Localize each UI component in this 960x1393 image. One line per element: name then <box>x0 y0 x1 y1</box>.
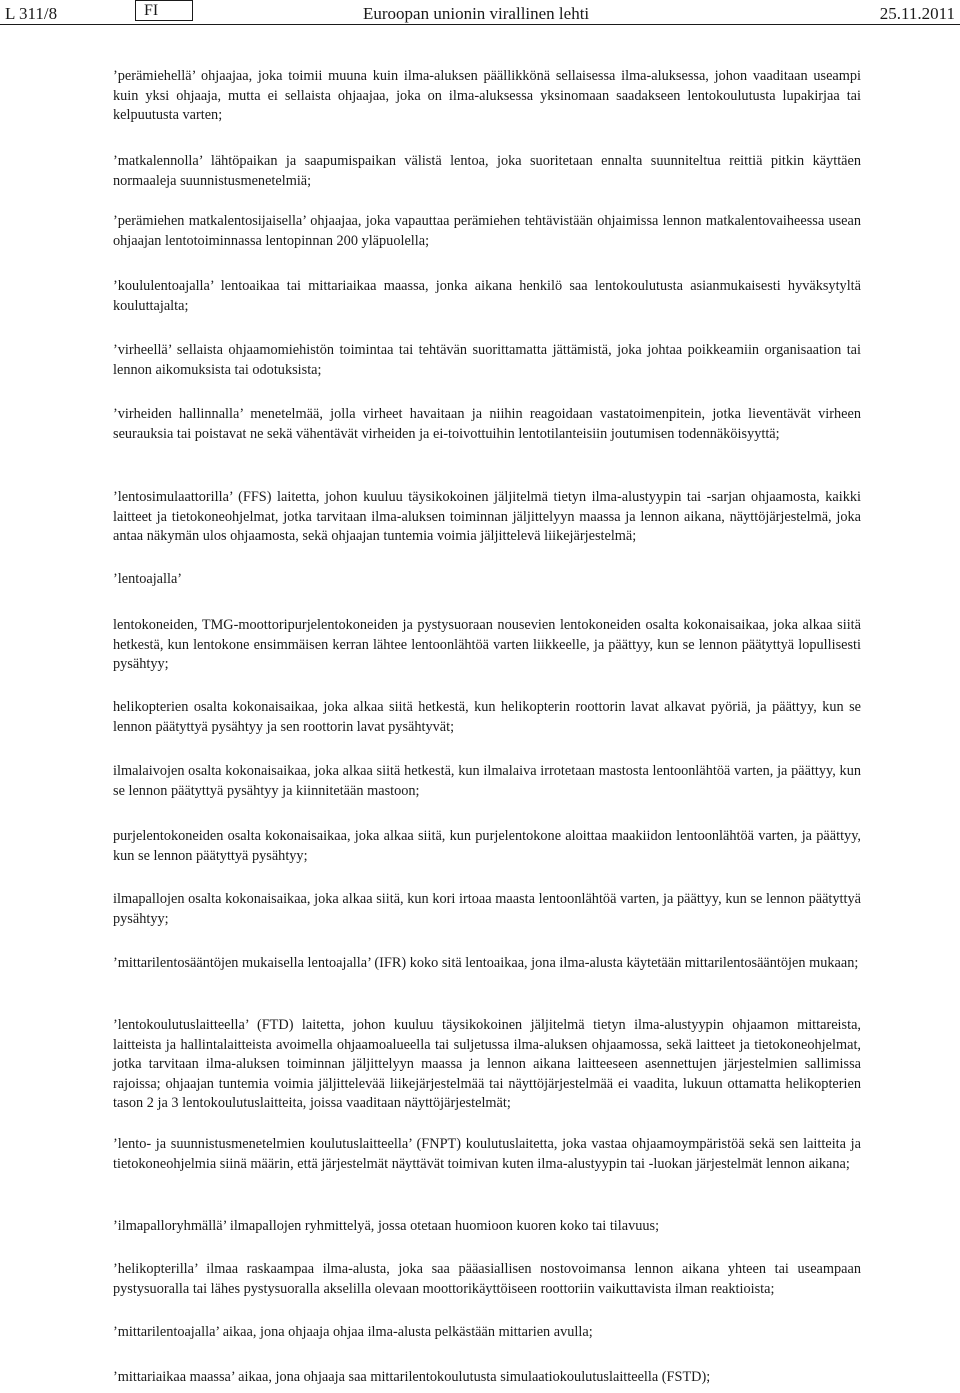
page-reference: L 311/8 <box>5 4 58 23</box>
definition-paragraph: ’virheiden hallinnalla’ menetelmää, jolla virheet havaitaan ja niihin reagoidaan vastatoimenpitein, jotka lieventävät virheen seurauksia tai poistavat ne sekä vähentävät virheiden ja ei-toivottuihin lentotilanteisiin joutumisen todennäköisyyttä; <box>113 406 861 442</box>
definition-paragraph: ’koululentoajalla’ lentoaikaa tai mittariaikaa maassa, jonka aikana henkilö saa lentokoulutusta asianmukaisesti hyväksytyltä kouluttajalta; <box>113 278 861 314</box>
definition-paragraph: ’matkalennolla’ lähtöpaikan ja saapumispaikan välistä lentoa, joka suoritetaan ennalta suunniteltua reittiä pitkin käyttäen normaaleja suunnistusmenetelmiä; <box>113 153 861 189</box>
definition-subparagraph: ilmapallojen osalta kokonaisaikaa, joka alkaa siitä, kun kori irtoaa maasta lentoonlähtöä varten, ja päättyy, kun se lennon päätyttyä pysähtyy; <box>113 891 861 927</box>
definition-subparagraph: lentokoneiden, TMG-moottoripurjelentokoneiden ja pystysuoraan nousevien lentokoneiden osalta kokonaisaikaa, joka alkaa siitä hetkestä, kun lentokone ensimmäisen kerran lähtee lentoonlähtöä varten liikkeelle, ja päättyy, kun se lennon päätyttyä lopullisesti pysähtyy; <box>113 617 861 672</box>
header-divider <box>0 24 960 25</box>
definition-paragraph: ’lento- ja suunnistusmenetelmien koulutuslaitteella’ (FNPT) koulutuslaitetta, joka vastaa ohjaamoympäristöä sekä sen laitteita ja tietokoneohjelmia siinä määrin, että järjestelmät näyttävät toimivan kuten ilma-alustyypin tai -luokan järjestelmät lennon aikana; <box>113 1136 861 1172</box>
publication-date: 25.11.2011 <box>879 4 955 23</box>
definition-subparagraph: helikopterien osalta kokonaisaikaa, joka alkaa siitä hetkestä, kun helikopterin roottorin lavat alkavat pyöriä, ja päättyy, kun se lennon päätyttyä pysähtyy ja sen roottorin lavat pysähtyvät; <box>113 699 861 735</box>
definition-paragraph: ’ilmapalloryhmällä’ ilmapallojen ryhmittelyä, jossa otetaan huomioon kuoren koko tai tilavuus; <box>113 1218 660 1234</box>
definition-paragraph: ’lentosimulaattorilla’ (FFS) laitetta, johon kuuluu täysikokoinen jäljitelmä tietyn ilma-alustyypin tai -sarjan ohjaamosta, kaikki laitteet ja tietokoneohjelmat, jotka tarvitaan ilma-aluksen toiminnan jäljittelyyn maassa ja lennon aikana, näyttöjärjestelmä, joka antaa näkymän ulos ohjaamosta, sekä ohjaajan tuntemia voimia jäljittelevä liikejärjestelmä; <box>113 489 861 544</box>
definition-paragraph: ’lentokoulutuslaitteella’ (FTD) laitetta, johon kuuluu täysikokoinen jäljitelmä tietyn ilma-alustyypin ohjaamon mittareista, laitteista ja hallintalaitteista avoimella ohjaamoalueella tai suljetussa ilma-aluksen ohjaamossa, sekä laitteet ja tietokoneohjelmat, jotka tarvitaan ilma-aluksen toiminnan jäljittelyyn maassa ja lennon aikana laitteeseen asennettujen järjestelmien sallimissa rajoissa; ohjaajan tuntemia voimia jäljittelevää liikejärjestelmää tai näyttöjärjestelmää ei vaadita, lukuun ottamatta helikopterien tason 2 ja 3 lentokoulutuslaitteita, joissa vaaditaan näyttöjärjestelmät; <box>113 1017 861 1111</box>
definition-paragraph: ’virheellä’ sellaista ohjaamomiehistön toimintaa tai tehtävän suorittamatta jättämistä, joka johtaa poikkeamiin organisaation tai lennon aikomuksista tai odotuksista; <box>113 342 861 378</box>
definition-paragraph: ’mittarilentosääntöjen mukaisella lentoajalla’ (IFR) koko sitä lentoaikaa, jona ilma-alusta käytetään mittarilentosääntöjen mukaan; <box>113 955 859 971</box>
journal-title: Euroopan unionin virallinen lehti <box>363 4 590 23</box>
definition-paragraph: ’helikopterilla’ ilmaa raskaampaa ilma-alusta, joka saa pääasiallisen nostovoimansa lennon aikana yhteen tai useampaan pystysuoralla tai lähes pystysuoralla akselilla olevaan moottorikäyttöiseen roottoriin vaikuttavista ilman reaktioista; <box>113 1261 861 1297</box>
page-header <box>0 0 960 24</box>
definition-paragraph: ’perämiehen matkalentosijaisella’ ohjaajaa, joka vapauttaa perämiehen tehtävistään ohjaimissa lennon matkalentovaiheessa usean ohjaajan lentotoiminnassa lentopinnan 200 yläpuolella; <box>113 213 861 249</box>
definition-paragraph: ’perämiehellä’ ohjaajaa, joka toimii muuna kuin ilma-aluksen päällikkönä sellaisessa ilma-aluksessa, johon vaaditaan useampi kuin yksi ohjaaja, mutta ei sellaista ohjaajaa, joka on ilma-aluksessa yksinomaan saadakseen lentokoulutusta lupakirjaa tai kelpuutusta varten; <box>113 68 861 123</box>
definition-paragraph: ’mittariaikaa maassa’ aikaa, jona ohjaaja saa mittarilentokoulutusta simulaatiokoulutuslaitteella (FSTD); <box>113 1369 711 1385</box>
definition-subparagraph: purjelentokoneiden osalta kokonaisaikaa, joka alkaa siitä, kun purjelentokone aloittaa maakiidon lentoonlähtöä varten, ja päättyy, kun se lennon päätyttyä pysähtyy; <box>113 828 861 864</box>
definition-paragraph: ’mittarilentoajalla’ aikaa, jona ohjaaja ohjaa ilma-alusta pelkästään mittarien avulla; <box>113 1324 593 1340</box>
language-code-box: FI <box>135 0 193 21</box>
definition-subparagraph: ilmalaivojen osalta kokonaisaikaa, joka alkaa siitä hetkestä, kun ilmalaiva irrotetaan mastosta lentoonlähtöä varten, ja päättyy, kun se lennon päätyttyä pysähtyy ja kiinnitetään mastoon; <box>113 763 861 799</box>
definition-term: ’lentoajalla’ <box>113 571 183 587</box>
